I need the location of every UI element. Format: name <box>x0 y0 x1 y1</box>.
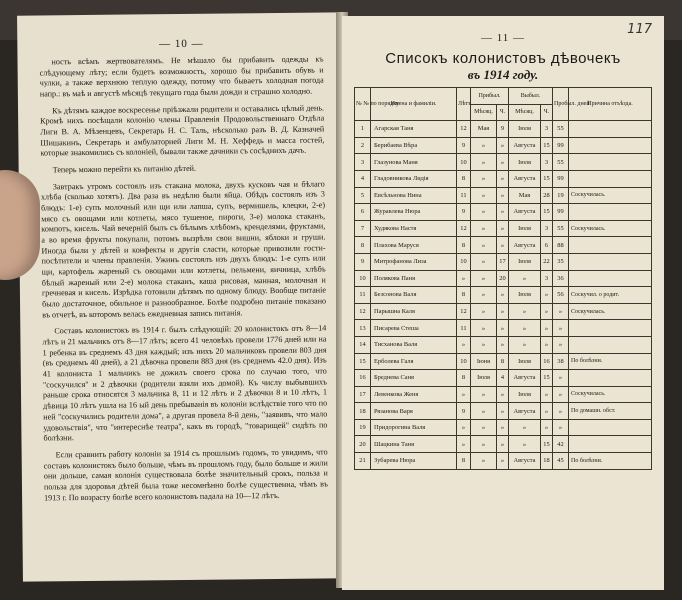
cell-ad: » <box>497 237 509 254</box>
cell-name: Агарская Таня <box>371 121 457 138</box>
cell-ld: 15 <box>541 436 553 453</box>
cell-name: Глазунова Маня <box>371 154 457 171</box>
cell-n: 7 <box>355 220 371 237</box>
cell-days: 55 <box>553 121 569 138</box>
cell-name: Берибаева Вѣра <box>371 137 457 154</box>
cell-age: 12 <box>457 121 471 138</box>
cell-lm: Іюля <box>509 386 541 403</box>
cell-name: Гладовникова Лидія <box>371 170 457 187</box>
cell-reason <box>569 320 652 337</box>
cell-reason <box>569 137 652 154</box>
cell-lm: Іюля <box>509 287 541 304</box>
cell-ad: » <box>497 403 509 420</box>
list-title: Списокъ колонистовъ дѣвочекъ <box>385 50 621 67</box>
cell-lm: Августа <box>509 204 541 221</box>
cell-name: Придорогина Валя <box>371 419 457 436</box>
table-row <box>355 137 652 154</box>
cell-name: Ерболева Галя <box>371 353 457 370</box>
cell-ad: 4 <box>497 370 509 387</box>
cell-n: 1 <box>355 121 371 138</box>
cell-ad: » <box>497 287 509 304</box>
cell-reason: Соскучилась. <box>569 220 652 237</box>
cell-age: 8 <box>457 170 471 187</box>
cell-n: 20 <box>355 436 371 453</box>
cell-lm: Іюля <box>509 253 541 270</box>
cell-ad: 20 <box>497 270 509 287</box>
cell-days: 35 <box>553 253 569 270</box>
paragraph: Если сравнить работу колоніи за 1914 съ прошлымъ годомъ, то увидимъ, что составъ колонистокъ было больше, чѣмъ въ прошломъ году, было больше и жили они дольше, самая колонія существовала болѣе значительный срокъ, польза и польза для здоровья дѣтей была тоже несомнѣнно болѣе существенна, чѣмъ въ 1913 г. По возрасту болѣе всего колонистовъ падала на 10—12 лѣтъ. <box>43 447 329 502</box>
cell-reason <box>569 370 652 387</box>
cell-days: » <box>553 370 569 387</box>
cell-lm: » <box>509 303 541 320</box>
cell-am: Іюня <box>471 353 497 370</box>
cell-ad: » <box>497 320 509 337</box>
cell-lm: Іюля <box>509 220 541 237</box>
left-page <box>17 12 345 581</box>
cell-age: 8 <box>457 237 471 254</box>
cell-days: 36 <box>553 270 569 287</box>
cell-n: 12 <box>355 303 371 320</box>
cell-lm: Іюля <box>509 353 541 370</box>
cell-lm: Августа <box>509 137 541 154</box>
cell-name: Парышна Каля <box>371 303 457 320</box>
cell-ad: 9 <box>497 121 509 138</box>
table-row <box>355 453 652 470</box>
cell-reason <box>569 270 652 287</box>
cell-lm: Іюля <box>509 154 541 171</box>
cell-reason <box>569 154 652 171</box>
cell-n: 21 <box>355 453 371 470</box>
table-row <box>355 204 652 221</box>
cell-age: » <box>457 419 471 436</box>
cell-lm: » <box>509 436 541 453</box>
cell-days: 99 <box>553 137 569 154</box>
table-row <box>355 270 652 287</box>
cell-ad: » <box>497 137 509 154</box>
cell-name: Евсѣльнова Нина <box>371 187 457 204</box>
cell-ad: » <box>497 436 509 453</box>
cell-am: » <box>471 253 497 270</box>
cell-age: 9 <box>457 204 471 221</box>
cell-age: 11 <box>457 320 471 337</box>
cell-ld: 6 <box>541 237 553 254</box>
cell-ld: » <box>541 336 553 353</box>
cell-am: » <box>471 270 497 287</box>
cell-n: 8 <box>355 237 371 254</box>
table-row <box>355 154 652 171</box>
cell-am: » <box>471 320 497 337</box>
cell-n: 5 <box>355 187 371 204</box>
cell-days: 88 <box>553 237 569 254</box>
cell-ad: » <box>497 220 509 237</box>
header-days: Пробыл. дней <box>553 88 569 121</box>
cell-age: 12 <box>457 220 471 237</box>
right-page-number: — 11 — <box>480 32 526 44</box>
cell-am: » <box>471 419 497 436</box>
cell-ad: » <box>497 187 509 204</box>
cell-reason: По болѣзни. <box>569 353 652 370</box>
cell-ld: 15 <box>541 137 553 154</box>
cell-ld: » <box>541 386 553 403</box>
cell-n: 13 <box>355 320 371 337</box>
cell-age: 10 <box>457 253 471 270</box>
table-row <box>355 370 652 387</box>
cell-name: Писарева Стеша <box>371 320 457 337</box>
cell-ld: 3 <box>541 154 553 171</box>
cell-n: 3 <box>355 154 371 171</box>
cell-age: 9 <box>457 137 471 154</box>
cell-days: » <box>553 320 569 337</box>
cell-reason: Соскучилась. <box>569 386 652 403</box>
handwritten-page-mark: 117 <box>627 22 652 37</box>
cell-n: 18 <box>355 403 371 420</box>
cell-am: » <box>471 154 497 171</box>
cell-n: 14 <box>355 336 371 353</box>
cell-lm: Августа <box>509 403 541 420</box>
cell-days: 19 <box>553 187 569 204</box>
paragraph: Составъ колонистокъ въ 1914 г. былъ слѣдующій: 20 колонистокъ отъ 8—14 лѣтъ и 21 мальчикъ отъ 8—17 лѣтъ; всего 41 человѣкъ провели 1776 дней или на 1 ребенка въ среднемъ 43 дня каждый; изъ нихъ 20 мальчиковъ провели 803 дня (въ среднемъ 40 дней), а 21 дѣвочка провели 883 дня (въ среднемъ 42.0 дня). Изъ 41 колониста 1 мальчикъ не дожилъ своего срока по случаю того, что "соскучился" и 2 дѣвочки (родители взяли ихъ домой). Къ числу выбывшихъ раньше срока относятся 3 мальчика 8, 11 и 12 лѣтъ и 2 дѣвочки 8 и 10 лѣтъ, 1 дѣвица 10 лѣтъ ушла на 16 ый день пребыванія въ колоніи вслѣдствіе того что по ней "соскучились родители дома", а другая провела 8-й день, "заявивъ, что мало удовольствія", что "интереснѣе театра", какъ въ городѣ, "товарищей" сидѣть по болѣзни. <box>42 323 328 443</box>
header-arrived: Прибыл. <box>471 88 509 105</box>
cell-days: » <box>553 419 569 436</box>
cell-days: 55 <box>553 220 569 237</box>
cell-days: » <box>553 303 569 320</box>
cell-lm: Августа <box>509 453 541 470</box>
table-row <box>355 336 652 353</box>
cell-ld: 22 <box>541 253 553 270</box>
cell-reason <box>569 237 652 254</box>
cell-ld: » <box>541 287 553 304</box>
cell-age: » <box>457 436 471 453</box>
cell-n: 15 <box>355 353 371 370</box>
cell-days: 45 <box>553 453 569 470</box>
cell-lm: Мая <box>509 187 541 204</box>
cell-reason: По домашн. обст. <box>569 403 652 420</box>
cell-n: 6 <box>355 204 371 221</box>
cell-days: » <box>553 336 569 353</box>
cell-name: Шацкина Таня <box>371 436 457 453</box>
header-arrived-day: Ч. <box>497 104 509 121</box>
cell-days: 55 <box>553 154 569 171</box>
cell-reason: Соскучил. о родит. <box>569 287 652 304</box>
header-reason: Причина отъѣзда. <box>569 88 652 121</box>
cell-ad: » <box>497 154 509 171</box>
cell-am: » <box>471 220 497 237</box>
cell-n: 10 <box>355 270 371 287</box>
cell-name: Бреднева Саня <box>371 370 457 387</box>
cell-lm: » <box>509 320 541 337</box>
cell-am: Іюля <box>471 370 497 387</box>
cell-name: Полякова Паня <box>371 270 457 287</box>
left-page-text <box>39 54 328 503</box>
table-row <box>355 303 652 320</box>
cell-lm: Августа <box>509 237 541 254</box>
right-page <box>342 16 664 590</box>
cell-am: » <box>471 336 497 353</box>
cell-ld: 3 <box>541 121 553 138</box>
cell-ld: 28 <box>541 187 553 204</box>
cell-n: 19 <box>355 419 371 436</box>
cell-ad: » <box>497 303 509 320</box>
cell-name: Рязанова Варя <box>371 403 457 420</box>
table-row <box>355 436 652 453</box>
cell-ld: 18 <box>541 453 553 470</box>
table-row <box>355 253 652 270</box>
cell-reason <box>569 121 652 138</box>
cell-n: 9 <box>355 253 371 270</box>
cell-am: » <box>471 287 497 304</box>
cell-am: » <box>471 204 497 221</box>
cell-name: Худякова Настя <box>371 220 457 237</box>
cell-reason <box>569 253 652 270</box>
table-row <box>355 353 652 370</box>
header-left: Выбыл. <box>509 88 553 105</box>
cell-am: » <box>471 436 497 453</box>
cell-age: 8 <box>457 287 471 304</box>
cell-name: Безсонова Валя <box>371 287 457 304</box>
cell-lm: » <box>509 419 541 436</box>
paragraph: Теперь можно перейти къ питанію дѣтей. <box>52 163 197 175</box>
cell-am: » <box>471 237 497 254</box>
cell-ad: 8 <box>497 353 509 370</box>
header-age: Лѣтъ <box>457 88 471 121</box>
cell-reason <box>569 336 652 353</box>
cell-age: » <box>457 336 471 353</box>
cell-age: 10 <box>457 154 471 171</box>
cell-ad: » <box>497 336 509 353</box>
cell-days: 99 <box>553 170 569 187</box>
cell-lm: » <box>509 336 541 353</box>
cell-n: 11 <box>355 287 371 304</box>
cell-n: 16 <box>355 370 371 387</box>
cell-name: Журавлева Нюра <box>371 204 457 221</box>
cell-age: 8 <box>457 453 471 470</box>
cell-name: Зубарева Нюра <box>371 453 457 470</box>
header-num: № № по порядку <box>355 88 371 121</box>
table-row <box>355 187 652 204</box>
table-row <box>355 403 652 420</box>
header-left-month: Мѣсяц. <box>509 104 541 121</box>
cell-lm: » <box>509 270 541 287</box>
cell-ld: 15 <box>541 170 553 187</box>
table-row <box>355 287 652 304</box>
cell-am: Мая <box>471 121 497 138</box>
cell-ld: 15 <box>541 204 553 221</box>
cell-age: 8 <box>457 370 471 387</box>
cell-age: 12 <box>457 303 471 320</box>
cell-am: » <box>471 303 497 320</box>
cell-reason <box>569 204 652 221</box>
left-page-number: — 10 — <box>159 37 204 51</box>
cell-ld: 3 <box>541 270 553 287</box>
cell-n: 17 <box>355 386 371 403</box>
paragraph: Завтракъ утромъ состоялъ изъ стакана молока, двухъ кусковъ чая и бѣлаго хлѣба (сколько хотятъ). Два раза въ недѣлю были яйца. Обѣдъ состоялъ изъ 3 блюдъ: 1-е) супъ молочный или щи или лапша, супъ, вермишель, клецки, 2-е) мясо съ овощами или котлеты, мясо тушеное, пироги, 3-е) молока стаканъ, компотъ, кисель. Чай вечерній былъ съ бѣлымъ хлѣбомъ, кренделями, фруктами, а во время фрукты покупали, потомъ вызрѣли свои вишни, яблоки и груши. Иногда были у дѣтей и конфекты и другія сласти, которые привозили гости-посѣтители и члены правленія. Ужинъ состоялъ изъ двухъ блюдъ: 1-е супъ или щи, картофель жареный съ овощами или котлеты, пельмени, яичница, хлѣбъ бѣлый жареный или 2-е) молока стаканъ, каша рисовая, манная, молочная и гречневая и кисель. Изрѣдка готовили дѣтямъ по одному блюду. Вообще питаніе было достаточное, обильное и разнообразное. Болѣе подробно питаніе показано въ отчетѣ, въ которомъ велась ежедневная запись питанія. <box>40 179 327 320</box>
table-row <box>355 237 652 254</box>
cell-days: » <box>553 386 569 403</box>
cell-ld: » <box>541 303 553 320</box>
header-left-day: Ч. <box>541 104 553 121</box>
cell-am: » <box>471 187 497 204</box>
cell-name: Левенкова Женя <box>371 386 457 403</box>
list-subtitle: въ 1914 году. <box>467 67 539 82</box>
cell-ld: 16 <box>541 353 553 370</box>
cell-reason: По болѣзни. <box>569 453 652 470</box>
cell-age: » <box>457 270 471 287</box>
cell-days: 42 <box>553 436 569 453</box>
cell-ld: » <box>541 320 553 337</box>
cell-reason <box>569 170 652 187</box>
header-name: Имена и фамиліи. <box>371 88 457 121</box>
cell-am: » <box>471 386 497 403</box>
cell-ad: » <box>497 419 509 436</box>
holding-finger <box>0 170 40 280</box>
cell-n: 2 <box>355 137 371 154</box>
cell-ad: 17 <box>497 253 509 270</box>
cell-reason: Соскучилась. <box>569 187 652 204</box>
cell-ld: 3 <box>541 220 553 237</box>
cell-days: 38 <box>553 353 569 370</box>
cell-ld: » <box>541 419 553 436</box>
cell-lm: Августа <box>509 170 541 187</box>
cell-name: Митрофанова Лиза <box>371 253 457 270</box>
paragraph: ность всѣмъ жертвователямъ. Не мѣшало бы прибавить одежды къ слѣдующему лѣту; если будетъ возможность, хорошо бы прибавить обувь и чулки, а также верхнюю теплую одежду, потому что бываетъ холодная погода напр.: въ маѣ и августѣ мѣсяцѣ текущаго года были дожди и страшно холодно. <box>39 54 324 99</box>
cell-age: » <box>457 386 471 403</box>
cell-am: » <box>471 453 497 470</box>
cell-ad: » <box>497 386 509 403</box>
cell-name: Тисханова Валя <box>371 336 457 353</box>
cell-lm: Іюля <box>509 121 541 138</box>
cell-am: » <box>471 137 497 154</box>
cell-days: » <box>553 403 569 420</box>
cell-lm: Августа <box>509 370 541 387</box>
cell-ad: » <box>497 170 509 187</box>
cell-age: 10 <box>457 353 471 370</box>
table-body <box>355 121 652 469</box>
colonists-table <box>354 87 652 470</box>
cell-ad: » <box>497 453 509 470</box>
cell-ld: » <box>541 403 553 420</box>
cell-n: 4 <box>355 170 371 187</box>
table-row <box>355 220 652 237</box>
cell-reason <box>569 436 652 453</box>
cell-days: 56 <box>553 287 569 304</box>
table-row <box>355 419 652 436</box>
paragraph: Къ дѣтямъ каждое воскресенье пріѣзжали родители и оставались цѣлый день. Кромѣ нихъ посѣщали колонію члены Правленія Продовольственнаго Отдѣла Лиги В. А. Мѣзенцевъ, Секретарь Н. С. Таль, нѣсколько разъ В. Д. Казначей Шишакинъ, Секретарь и амбулаторией Лиги М. Н. Хеффедь и масса гостей, которые знакомились съ колоніей, бывали также дачники съ сосѣднихъ дачъ. <box>40 103 325 158</box>
table-row <box>355 320 652 337</box>
cell-ad: » <box>497 204 509 221</box>
cell-age: 9 <box>457 403 471 420</box>
cell-am: » <box>471 170 497 187</box>
header-arrived-month: Мѣсяц. <box>471 104 497 121</box>
table-row <box>355 386 652 403</box>
table-row <box>355 121 652 138</box>
cell-ld: 15 <box>541 370 553 387</box>
cell-name: Плахова Маруся <box>371 237 457 254</box>
cell-reason: Соскучилась. <box>569 303 652 320</box>
cell-reason <box>569 419 652 436</box>
cell-am: » <box>471 403 497 420</box>
table-row <box>355 170 652 187</box>
cell-days: 99 <box>553 204 569 221</box>
cell-age: 11 <box>457 187 471 204</box>
